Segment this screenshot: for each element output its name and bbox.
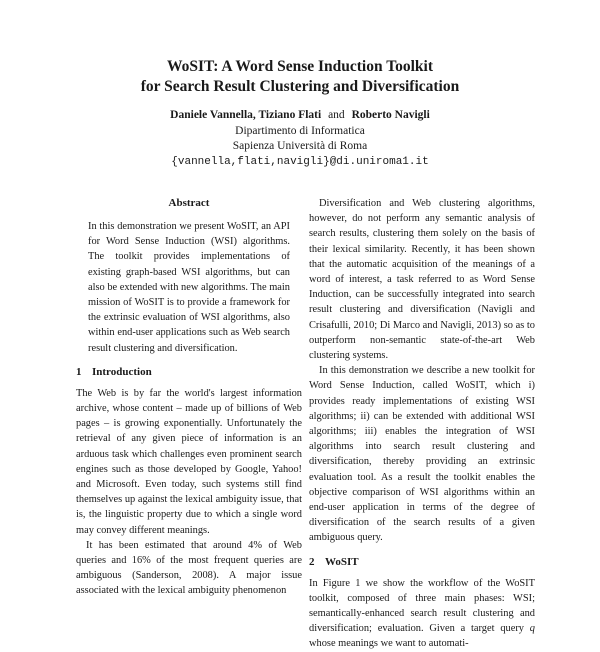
section-2-paragraph-1-start: In Figure 1 we show the workflow of the WoSIT toolkit, composed of three main phases: WSI; semantically-enhanced search result clustering and diversification; evaluation. Given a target query [309, 577, 535, 635]
section-2-title: WoSIT [325, 555, 359, 568]
author-names [0, 108, 600, 124]
section-1-paragraph-2: It has been estimated that around 4% of Web queries and 16% of the most frequent queries are ambiguous (Sanderson, 2008). A major issue associated with the lexical ambiguity phenomenon [76, 539, 302, 597]
title-line-1: WoSIT: A Word Sense Induction Toolkit [166, 58, 434, 75]
author-email: {vannella,flati,navigli}@di.uniroma1.it [171, 155, 429, 168]
section-1-title: Introduction [92, 365, 152, 378]
abstract-heading: Abstract [168, 197, 210, 209]
query-variable: q [529, 623, 535, 635]
author-names-part2: Roberto Navigli [351, 109, 430, 121]
author-block [0, 108, 600, 170]
section-1-paragraph-1: The Web is by far the world's largest information archive, whose content – made up of billions of Web pages – is growing exponentially. Unfortunately the retrieval of any given piece of information is an arduous task which challenges even prominent search engines such as those developed by Google, Yahoo! and Microsoft. Even today, such systems still find themselves up against the lexical ambiguity issue, that is, the linguistic property due to which a single word may convey different meanings. [76, 387, 302, 536]
title-line-2: for Search Result Clustering and Diversification [140, 78, 460, 95]
section-1-heading [76, 365, 302, 380]
right-paragraph-2: In this demonstration we describe a new toolkit for Word Sense Induction, called WoSIT, which i) provides ready implementations of existing WSI algorithms; ii) can be extended with additional WSI algorithms; iii) enables the integration of WSI algorithms into search result clustering and diversification, thereby providing an extrinsic evaluation tool. As a result the toolkit enables the objective comparison of WSI algorithms within an end-user application in terms of the degree of diversification of the search results of a given ambiguous query. [309, 365, 535, 544]
section-2-paragraph-1-end: whose meanings we want to automati- [309, 638, 469, 650]
paper-title [0, 57, 600, 97]
section-2-heading [309, 555, 535, 570]
section-2-number: 2 [309, 555, 315, 568]
section-2-paragraph-1 [309, 576, 535, 652]
abstract-text: In this demonstration we present WoSIT, an API for Word Sense Induction (WSI) algorithms. The toolkit provides implementations of existing graph-based WSI algorithms, but can also be extended with new algorithms. The main mission of WoSIT is to provide a framework for the extrinsic evaluation of WSI algorithms, also within end-user applications such as Web search result clustering and diversification. [88, 221, 290, 354]
right-paragraph-1: Diversification and Web clustering algorithms, however, do not perform any semantic analysis of search results, clustering them solely on the basis of their lexical similarity. Recently, it has been shown that the automatic acquisition of the meanings of a word of interest, a task referred to as Word Sense Induction, can be successfully integrated into search result clustering and diversification (Navigli and Crisafulli, 2010; Di Marco and Navigli, 2013) so as to outperform non-semantic state-of-the-art Web clustering systems. [309, 198, 535, 362]
right-column [309, 196, 535, 652]
author-and: and [328, 109, 345, 121]
affiliation-dept: Dipartimento di Informatica [235, 124, 365, 137]
left-column [76, 196, 302, 599]
section-1-number: 1 [76, 365, 82, 378]
author-names-part1: Daniele Vannella, Tiziano Flati [170, 109, 322, 121]
affiliation-univ: Sapienza Università di Roma [232, 140, 368, 152]
